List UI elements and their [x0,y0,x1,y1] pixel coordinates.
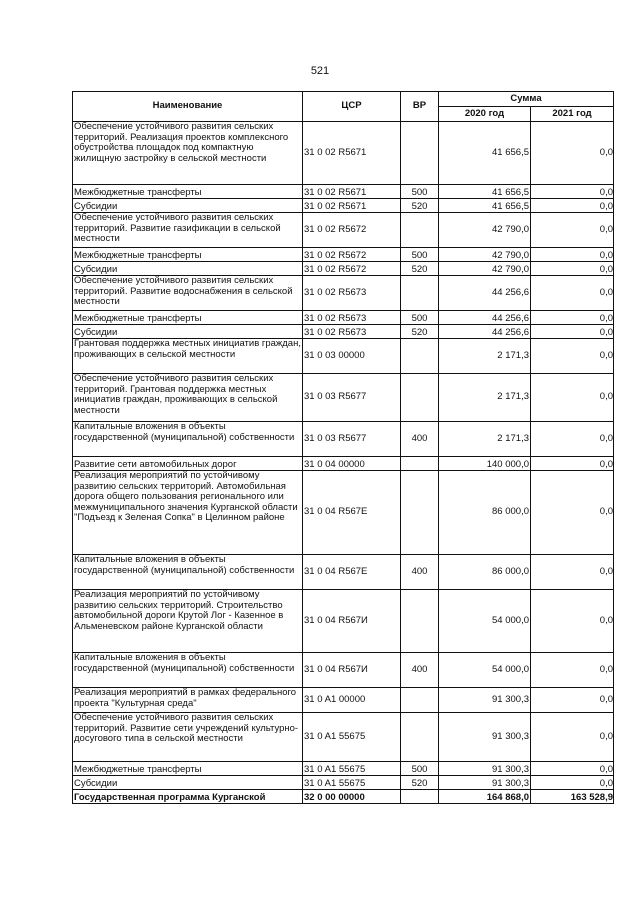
row-name-cell: Субсидии [73,776,303,790]
row-name-cell: Государственная программа Курганской [73,790,303,804]
table-row [73,276,614,311]
row-2020-cell: 86 000,0 [439,555,531,590]
row-vr-cell [401,122,439,185]
row-2021-cell: 0,0 [531,325,614,339]
row-2021-cell: 0,0 [531,471,614,555]
row-name-cell: Субсидии [73,262,303,276]
row-vr-cell [401,374,439,422]
row-name-cell: Межбюджетные трансферты [73,248,303,262]
header-csr: ЦСР [303,92,401,122]
table-row [73,590,614,653]
row-name-cell: Развитие сети автомобильных дорог [73,457,303,471]
row-vr-cell [401,590,439,653]
table-row [73,262,614,276]
row-vr-cell [401,790,439,804]
row-2020-cell: 91 300,3 [439,688,531,713]
row-name-cell: Реализация мероприятий в рамках федерального проекта "Культурная среда" [73,688,303,713]
table-row [73,199,614,213]
row-csr-cell: 31 0 04 R567E [303,471,401,555]
row-csr-cell: 31 0 02 R5672 [303,213,401,248]
row-2020-cell: 41 656,5 [439,122,531,185]
row-csr-cell: 31 0 02 R5672 [303,248,401,262]
row-vr-cell [401,213,439,248]
table-row [73,653,614,688]
row-vr-cell: 400 [401,422,439,457]
row-name-cell: Капитальные вложения в объекты государственной (муниципальной) собственности [73,422,303,457]
row-vr-cell: 500 [401,311,439,325]
row-2020-cell: 91 300,3 [439,762,531,776]
table-row [73,555,614,590]
row-csr-cell: 31 0 04 00000 [303,457,401,471]
row-name-cell: Субсидии [73,199,303,213]
row-name-cell: Обеспечение устойчивого развития сельских территорий. Грантовая поддержка местных инициатив граждан, проживающих в сельской местности [73,374,303,422]
header-2020: 2020 год [439,107,531,122]
row-csr-cell: 31 0 02 R5673 [303,325,401,339]
row-vr-cell: 400 [401,653,439,688]
row-vr-cell: 520 [401,262,439,276]
row-2021-cell: 0,0 [531,713,614,762]
row-2021-cell: 0,0 [531,262,614,276]
row-vr-cell: 500 [401,762,439,776]
row-2021-cell: 0,0 [531,122,614,185]
row-2021-cell: 0,0 [531,688,614,713]
header-sum: Сумма [439,92,614,107]
row-csr-cell: 31 0 A1 55675 [303,762,401,776]
row-vr-cell [401,276,439,311]
row-2021-cell: 0,0 [531,653,614,688]
row-name-cell: Обеспечение устойчивого развития сельских территорий. Реализация проектов комплексного обустройства площадок под компактную жилищную застройку в сельской местности [73,122,303,185]
row-name-cell: Капитальные вложения в объекты государственной (муниципальной) собственности [73,555,303,590]
table-row [73,422,614,457]
row-name-cell: Межбюджетные трансферты [73,311,303,325]
row-csr-cell: 31 0 02 R5671 [303,185,401,199]
row-vr-cell: 520 [401,325,439,339]
row-2021-cell: 163 528,9 [531,790,614,804]
page-number: 521 [310,65,330,77]
row-2021-cell: 0,0 [531,776,614,790]
row-csr-cell: 32 0 00 00000 [303,790,401,804]
row-2020-cell: 91 300,3 [439,776,531,790]
table-row [73,311,614,325]
table-row [73,374,614,422]
row-2021-cell: 0,0 [531,457,614,471]
row-2020-cell: 41 656,5 [439,185,531,199]
row-csr-cell: 31 0 02 R5672 [303,262,401,276]
table-row [73,762,614,776]
row-2021-cell: 0,0 [531,555,614,590]
table-row [73,457,614,471]
row-2020-cell: 2 171,3 [439,374,531,422]
row-csr-cell: 31 0 A1 55675 [303,713,401,762]
row-2020-cell: 2 171,3 [439,339,531,374]
row-csr-cell: 31 0 03 R5677 [303,422,401,457]
row-2020-cell: 41 656,5 [439,199,531,213]
row-2020-cell: 54 000,0 [439,590,531,653]
row-2020-cell: 54 000,0 [439,653,531,688]
row-2020-cell: 42 790,0 [439,248,531,262]
row-2021-cell: 0,0 [531,248,614,262]
row-2021-cell: 0,0 [531,185,614,199]
row-name-cell: Обеспечение устойчивого развития сельских территорий. Развитие сети учреждений культурно-досугового типа в сельской местности [73,713,303,762]
row-vr-cell: 400 [401,555,439,590]
row-vr-cell [401,688,439,713]
row-2020-cell: 42 790,0 [439,213,531,248]
row-csr-cell: 31 0 02 R5673 [303,276,401,311]
row-name-cell: Субсидии [73,325,303,339]
row-vr-cell [401,339,439,374]
row-2020-cell: 42 790,0 [439,262,531,276]
row-2021-cell: 0,0 [531,339,614,374]
row-csr-cell: 31 0 02 R5671 [303,199,401,213]
row-vr-cell: 500 [401,248,439,262]
row-vr-cell [401,457,439,471]
header-name: Наименование [73,92,303,122]
row-2021-cell: 0,0 [531,422,614,457]
row-2021-cell: 0,0 [531,213,614,248]
row-csr-cell: 31 0 03 R5677 [303,374,401,422]
row-2021-cell: 0,0 [531,590,614,653]
table-row [73,248,614,262]
row-name-cell: Грантовая поддержка местных инициатив граждан, проживающих в сельской местности [73,339,303,374]
table-row [73,325,614,339]
row-2020-cell: 2 171,3 [439,422,531,457]
table-row [73,776,614,790]
table-body [73,122,614,804]
row-name-cell: Капитальные вложения в объекты государственной (муниципальной) собственности [73,653,303,688]
row-2020-cell: 86 000,0 [439,471,531,555]
table-row [73,688,614,713]
row-csr-cell: 31 0 A1 55675 [303,776,401,790]
row-2020-cell: 44 256,6 [439,311,531,325]
table-row [73,713,614,762]
table-row [73,213,614,248]
table-row [73,185,614,199]
row-2020-cell: 91 300,3 [439,713,531,762]
row-2020-cell: 44 256,6 [439,276,531,311]
row-2020-cell: 164 868,0 [439,790,531,804]
row-name-cell: Межбюджетные трансферты [73,185,303,199]
budget-table [72,91,614,804]
table-row [73,790,614,804]
row-2021-cell: 0,0 [531,199,614,213]
header-vr: ВР [401,92,439,122]
row-csr-cell: 31 0 04 R567И [303,590,401,653]
row-vr-cell: 520 [401,776,439,790]
row-vr-cell [401,713,439,762]
row-2020-cell: 140 000,0 [439,457,531,471]
row-csr-cell: 31 0 04 R567E [303,555,401,590]
row-name-cell: Межбюджетные трансферты [73,762,303,776]
row-csr-cell: 31 0 02 R5671 [303,122,401,185]
row-2021-cell: 0,0 [531,276,614,311]
row-vr-cell: 500 [401,185,439,199]
row-csr-cell: 31 0 03 00000 [303,339,401,374]
row-name-cell: Реализация мероприятий по устойчивому развитию сельских территорий. Строительство автомобильной дороги Крутой Лог - Казенное в Альменевском районе Курганской области [73,590,303,653]
row-2021-cell: 0,0 [531,762,614,776]
table-row [73,122,614,185]
row-vr-cell: 520 [401,199,439,213]
row-name-cell: Обеспечение устойчивого развития сельских территорий. Развитие газификации в сельской местности [73,213,303,248]
header-2021: 2021 год [531,107,614,122]
row-name-cell: Обеспечение устойчивого развития сельских территорий. Развитие водоснабжения в сельской местности [73,276,303,311]
table-row [73,471,614,555]
row-name-cell: Реализация мероприятий по устойчивому развитию сельских территорий. Автомобильная дорога общего пользования регионального или межмуниципального значения Курганской области "Подъезд к Зеленая Сопка" в Целинном районе [73,471,303,555]
row-csr-cell: 31 0 02 R5673 [303,311,401,325]
table-row [73,339,614,374]
row-2020-cell: 44 256,6 [439,325,531,339]
row-csr-cell: 31 0 A1 00000 [303,688,401,713]
row-vr-cell [401,471,439,555]
row-csr-cell: 31 0 04 R567И [303,653,401,688]
row-2021-cell: 0,0 [531,374,614,422]
row-2021-cell: 0,0 [531,311,614,325]
